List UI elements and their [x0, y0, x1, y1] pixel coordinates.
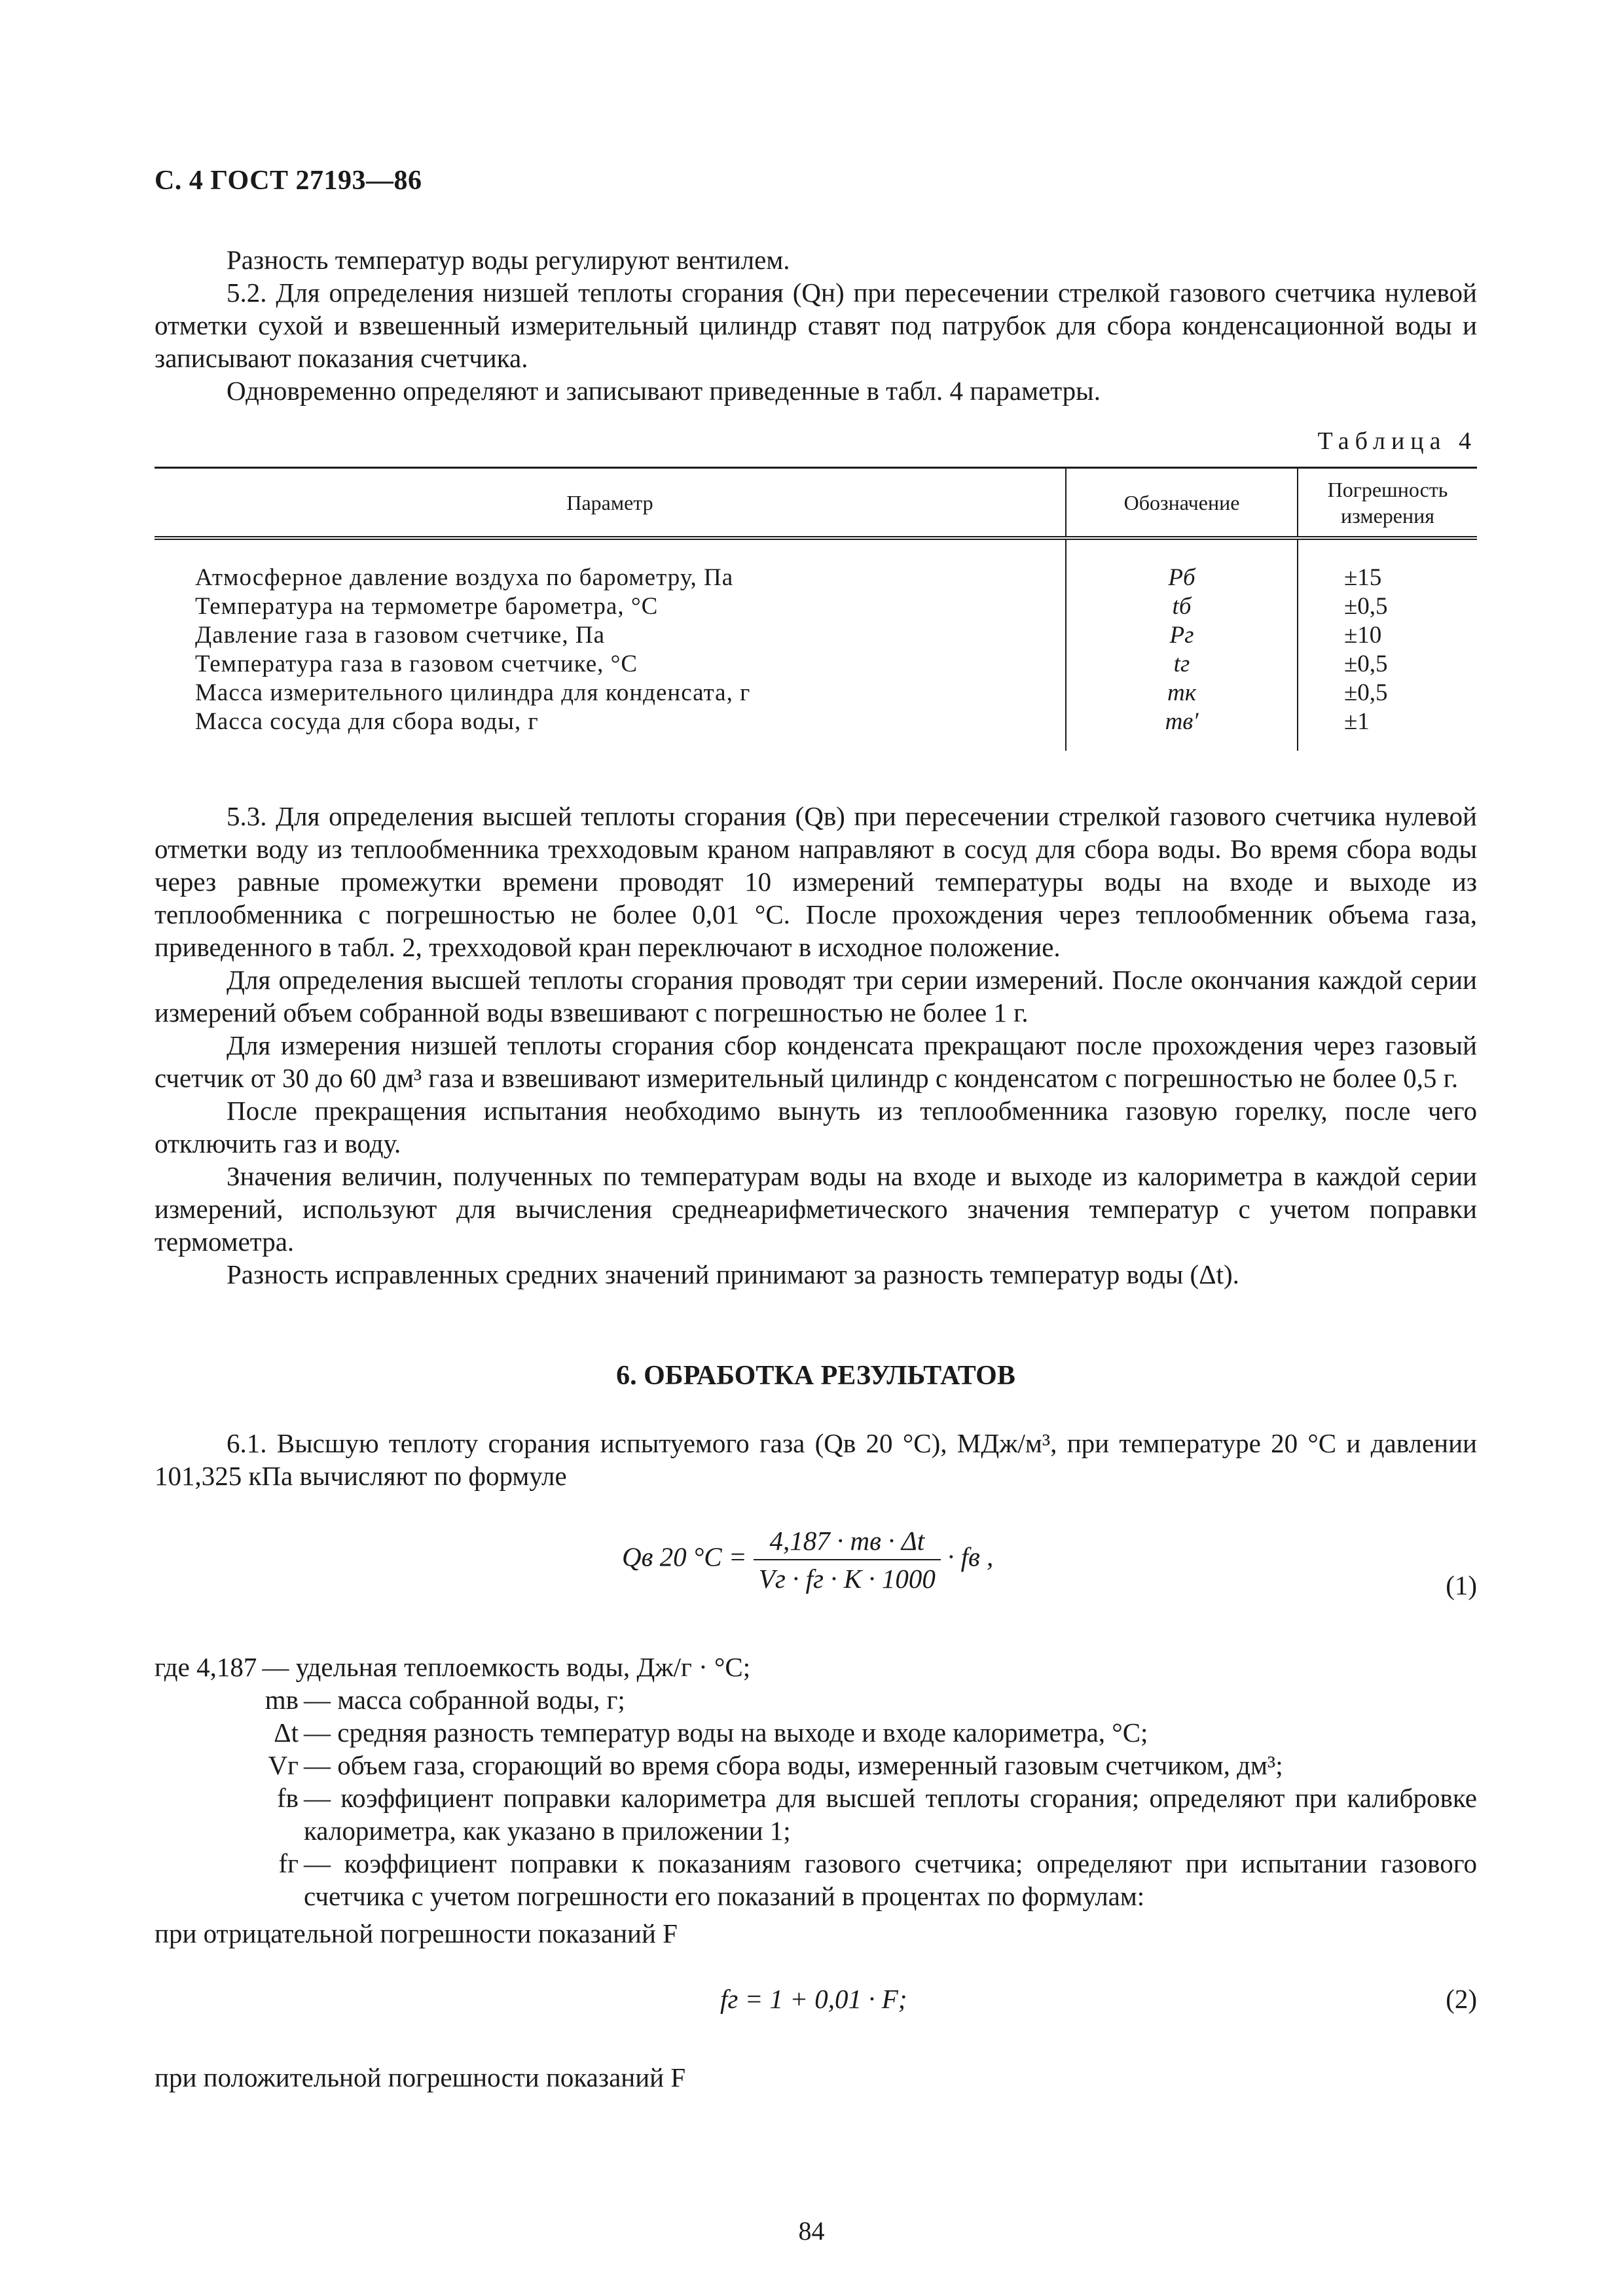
- intro-text: [155, 243, 1477, 407]
- definition-symbol: mв: [264, 1685, 299, 1715]
- definition-text: — удельная теплоемкость воды, Дж/г · °С;: [262, 1652, 751, 1682]
- table-row: [155, 621, 1477, 650]
- formula-rhs: · fв ,: [947, 1541, 994, 1572]
- table-cell: Pб: [1066, 538, 1298, 592]
- table-cell: ±15: [1344, 564, 1382, 591]
- formula-fraction: [754, 1525, 941, 1594]
- table-cell: Масса измерительного цилиндра для конденсата, г: [195, 679, 751, 706]
- paragraph: После прекращения испытания необходимо вынуть из теплообменника газовую горелку, после чего отключить газ и воду.: [155, 1096, 1477, 1158]
- table-cell: Атмосферное давление воздуха по барометру, Па: [195, 564, 734, 591]
- positive-error-text: при положительной погрешности показаний F: [155, 2062, 686, 2092]
- definition-item: [155, 1847, 1477, 1912]
- paragraph: Для определения высшей теплоты сгорания проводят три серии измерений. После окончания каждой серии измерений объем собранной воды взвешивают с погрешностью не более 1 г.: [155, 965, 1477, 1028]
- formula-1: [622, 1525, 993, 1594]
- table-cell: Масса сосуда для сбора воды, г: [195, 708, 539, 735]
- definition-symbol: Vг: [268, 1750, 299, 1780]
- table-cell: ±0,5: [1344, 651, 1388, 677]
- definition-text: — масса собранной воды, г;: [304, 1685, 625, 1715]
- definition-text: — средняя разность температур воды на выходе и входе калориметра, °С;: [304, 1717, 1148, 1748]
- paragraph: 5.2. Для определения низшей теплоты сгорания (Qн) при пересечении стрелкой газового счетчика нулевой отметки сухой и взвешенный измерительный цилиндр ставят под патрубок для сбора конденсационной воды и записывают показания счетчика.: [155, 278, 1477, 373]
- parameters-table: [155, 467, 1477, 751]
- table-cell: ±10: [1344, 622, 1382, 649]
- formula-numerator: 4,187 · mв · Δt: [754, 1525, 941, 1560]
- paragraph: 5.3. Для определения высшей теплоты сгорания (Qв) при пересечении стрелкой газового счетчика нулевой отметки воду из теплообменника трехходовым краном направляют в сосуд для сбора воды. Во время сбора воды через равные промежутки времени проводят 10 измерений температуры воды на входе и выходе из теплообменника с погрешностью не более 0,01 °С. После прохождения через теплообменник объема газа, приведенного в табл. 2, трехходовой кран переключают в исходное положение.: [155, 801, 1477, 962]
- definition-symbol: fв: [276, 1783, 299, 1813]
- paragraph: Разность температур воды регулируют вентилем.: [227, 245, 790, 275]
- definitions-list: [155, 1651, 1477, 1912]
- definition-item: [155, 1683, 1477, 1716]
- section6-text: [155, 1427, 1477, 1492]
- definition-item: [155, 1782, 1477, 1847]
- table-row: [155, 538, 1477, 592]
- paragraph: Для измерения низшей теплоты сгорания сбор конденсата прекращают после прохождения через газовый счетчик от 30 до 60 дм³ газа и взвешивают измерительный цилиндр с конденсатом с погрешностью не более 0,5 г.: [155, 1030, 1477, 1093]
- table-cell: tб: [1066, 592, 1298, 621]
- definition-item: [155, 1651, 1477, 1683]
- page-header: С. 4 ГОСТ 27193—86: [155, 166, 422, 196]
- definition-item: [155, 1716, 1477, 1749]
- table-cell: mк: [1066, 679, 1298, 708]
- table-cell: ±0,5: [1344, 679, 1388, 706]
- paragraph: Одновременно определяют и записывают приведенные в табл. 4 параметры.: [227, 376, 1101, 406]
- table-cell: Давление газа в газовом счетчике, Па: [195, 622, 605, 649]
- paragraph: Значения величин, полученных по температурам воды на входе и выходе из калориметра в каждой серии измерений, используют для вычисления среднеарифметического значения температур с учетом поправки термометра.: [155, 1161, 1477, 1257]
- table-header-row: [155, 468, 1477, 539]
- equation-number: (2): [1446, 1984, 1477, 2014]
- equation-number: (1): [1446, 1570, 1477, 1600]
- page-number: 84: [798, 2216, 825, 2246]
- column-header: Погрешность измерения: [1298, 468, 1477, 539]
- definition-text: — коэффициент поправки калориметра для высшей теплоты сгорания; определяют при калибровке калориметра, как указано в приложении 1;: [304, 1783, 1477, 1846]
- definition-symbol: Δt: [274, 1717, 299, 1748]
- definition-symbol: fг: [278, 1848, 299, 1878]
- definition-text: — объем газа, сгорающий во время сбора воды, измеренный газовым счетчиком, дм³;: [304, 1750, 1283, 1780]
- formula-lhs: Qв 20 °С =: [622, 1541, 747, 1572]
- table-cell: tг: [1066, 650, 1298, 679]
- table-cell: mв′: [1066, 708, 1298, 751]
- formula-2: fг = 1 + 0,01 · F;: [720, 1984, 907, 2014]
- table-cell: Температура газа в газовом счетчике, °С: [195, 651, 638, 677]
- table-row: [155, 650, 1477, 679]
- table-row: [155, 592, 1477, 621]
- definition-symbol: где 4,187: [155, 1652, 257, 1682]
- paragraph: 6.1. Высшую теплоту сгорания испытуемого газа (Qв 20 °С), МДж/м³, при температуре 20 °С и давлении 101,325 кПа вычисляют по формуле: [155, 1428, 1477, 1491]
- column-header: Параметр: [155, 468, 1066, 539]
- definition-text: — коэффициент поправки к показаниям газового счетчика; определяют при испытании газового счетчика с учетом погрешности его показаний в процентах по формулам:: [304, 1848, 1477, 1911]
- negative-error-text: при отрицательной погрешности показаний F: [155, 1918, 678, 1948]
- paragraph: Разность исправленных средних значений принимают за разность температур воды (Δt).: [227, 1259, 1239, 1289]
- table-cell: ±0,5: [1344, 593, 1388, 620]
- table-row: [155, 679, 1477, 708]
- section-title: 6. ОБРАБОТКА РЕЗУЛЬТАТОВ: [616, 1361, 1015, 1391]
- section5-text: [155, 800, 1477, 1291]
- table-cell: Температура на термометре барометра, °С: [195, 593, 659, 620]
- definition-item: [155, 1749, 1477, 1782]
- table-cell: ±1: [1344, 708, 1370, 735]
- formula-denominator: Vг · fг · K · 1000: [758, 1564, 936, 1594]
- table-row: [155, 708, 1477, 751]
- table-caption: Таблица 4: [1317, 427, 1477, 455]
- table-cell: Pг: [1066, 621, 1298, 650]
- column-header: Обозначение: [1066, 468, 1298, 539]
